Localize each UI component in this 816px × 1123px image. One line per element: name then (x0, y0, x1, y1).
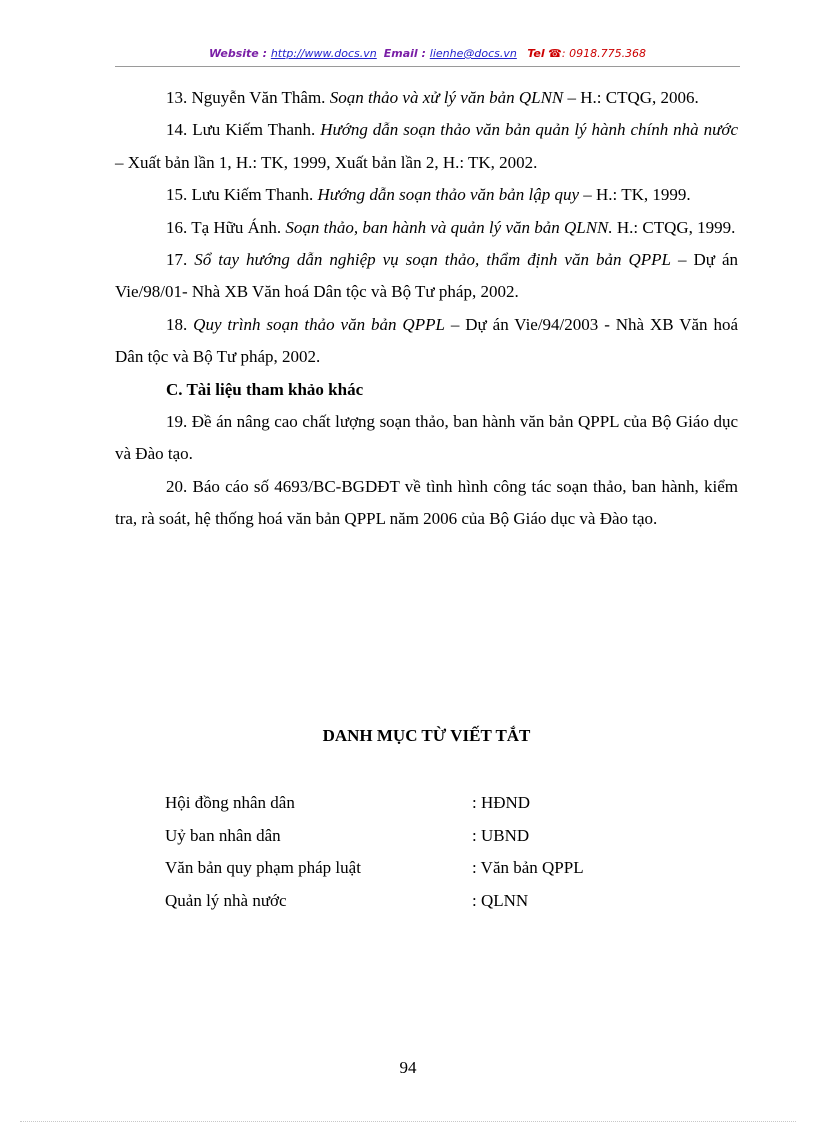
abbreviation-row (165, 885, 672, 918)
reference-17 (115, 244, 738, 309)
ref-number: 20. (166, 476, 188, 496)
reference-15 (115, 179, 738, 211)
ref-author: Tạ Hữu Ánh. (191, 217, 282, 237)
ref-title: Sổ tay hướng dẫn nghiệp vụ soạn thảo, thẩm định văn bản QPPL (194, 250, 671, 270)
page-bottom-divider (20, 1121, 796, 1122)
ref-number: 19. (166, 412, 188, 432)
abbreviation-value: : HĐND (472, 793, 531, 813)
phone-icon: ☎ (548, 47, 562, 60)
abbreviation-row (165, 820, 672, 853)
document-body (115, 82, 738, 536)
abbreviation-term: Uỷ ban nhân dân (165, 825, 281, 845)
abbreviation-value: : QLNN (472, 890, 529, 910)
ref-author: Nguyễn Văn Thâm. (191, 88, 326, 107)
abbreviation-term: Hội đồng nhân dân (165, 793, 295, 813)
abbreviations-title: DANH MỤC TỪ VIẾT TẮT (322, 726, 531, 745)
abbreviation-value: : Văn bản QPPL (472, 858, 584, 878)
tel-number: : 0918.775.368 (561, 47, 647, 60)
page-number: 94 (399, 1058, 417, 1077)
ref-number: 13. (166, 88, 188, 107)
abbreviation-row (165, 787, 672, 820)
ref-text: Báo cáo số 4693/BC-BGDĐT về tình hình công tác soạn thảo, ban hành, kiểm tra, rà soát, hệ thống hoá văn bản QPPL năm 2006 của Bộ Giáo dục và Đào tạo. (115, 476, 738, 529)
section-c-heading: C. Tài liệu tham khảo khác (166, 379, 364, 399)
abbreviation-row (165, 852, 672, 885)
ref-number: 17. (166, 250, 188, 270)
ref-title: Quy trình soạn thảo văn bản QPPL (193, 314, 445, 334)
ref-publication: H.: CTQG, 1999. (616, 217, 736, 237)
header-divider (115, 66, 740, 67)
reference-13 (115, 82, 738, 114)
ref-title: Hướng dẫn soạn thảo văn bản quản lý hành chính nhà nước (320, 120, 738, 140)
website-link[interactable]: http://www.docs.vn (270, 47, 377, 60)
ref-number: 15. (166, 185, 188, 205)
ref-publication: – Dự án Vie/94/2003 - Nhà XB Văn hoá Dân tộc và Bộ Tư pháp, 2002. (115, 314, 739, 367)
reference-16 (115, 212, 738, 244)
ref-title: Soạn thảo và xử lý văn bản QLNN (329, 88, 564, 107)
ref-publication: – Dự án Vie/98/01- Nhà XB Văn hoá Dân tộc và Bộ Tư pháp, 2002. (115, 250, 738, 302)
abbreviations-table (165, 787, 672, 917)
abbreviation-value: : UBND (472, 825, 530, 845)
ref-number: 16. (166, 217, 188, 237)
ref-publication: – H.: TK, 1999. (583, 185, 691, 205)
ref-number: 18. (166, 314, 188, 334)
reference-14 (115, 114, 738, 179)
website-separator: : (258, 47, 271, 60)
email-link[interactable]: lienhe@docs.vn (429, 47, 517, 60)
reference-20 (115, 471, 738, 536)
ref-title: Hướng dẫn soạn thảo văn bản lập quy (317, 185, 580, 205)
reference-19 (115, 406, 738, 471)
abbreviation-term: Văn bản quy phạm pháp luật (165, 858, 361, 878)
abbreviation-term: Quản lý nhà nước (165, 890, 287, 910)
ref-number: 14. (166, 120, 188, 140)
email-label: Email (383, 47, 418, 60)
reference-18 (115, 309, 738, 374)
ref-author: Lưu Kiếm Thanh. (191, 185, 314, 205)
page-header (115, 47, 740, 60)
ref-publication: – Xuất bản lần 1, H.: TK, 1999, Xuất bản lần 2, H.: TK, 2002. (115, 152, 538, 172)
ref-publication: – H.: CTQG, 2006. (567, 88, 699, 107)
ref-author: Lưu Kiếm Thanh. (192, 120, 316, 140)
email-separator: : (417, 47, 430, 60)
ref-text: Đề án nâng cao chất lượng soạn thảo, ban hành văn bản QPPL của Bộ Giáo dục và Đào tạo. (115, 412, 738, 464)
ref-title: Soạn thảo, ban hành và quản lý văn bản QLNN. (285, 217, 613, 237)
website-label: Website (208, 47, 259, 60)
tel-label: Tel (527, 47, 545, 60)
